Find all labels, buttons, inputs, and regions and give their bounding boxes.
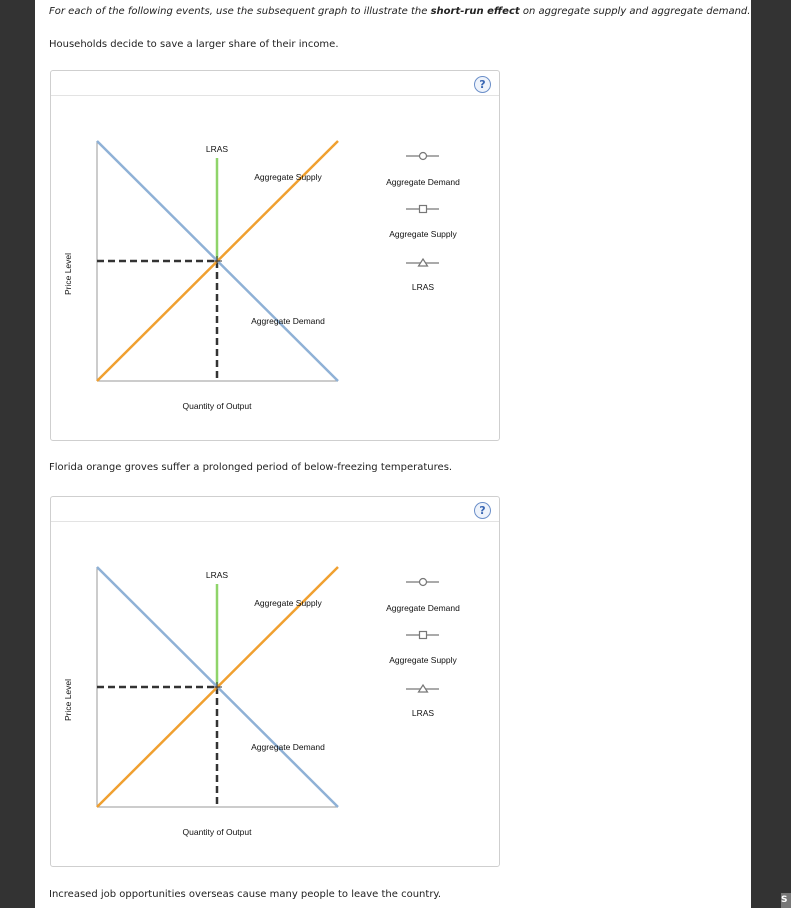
help-icon[interactable]: ? [474, 76, 491, 93]
palette-label-lras: LRAS [411, 708, 435, 718]
left-gutter [0, 0, 35, 908]
side-tab[interactable]: S [781, 893, 791, 908]
graph-panel-1 [50, 70, 500, 441]
palette-label-aggregate-demand: Aggregate Demand [386, 603, 460, 613]
graph-panel-2 [50, 496, 500, 867]
palette-aggregate-supply-tool[interactable] [406, 632, 439, 639]
palette-aggregate-supply-tool[interactable] [406, 206, 439, 213]
palette-lras-tool[interactable] [406, 685, 439, 692]
aggregate-supply-label: Aggregate Supply [254, 172, 322, 182]
palette-label-lras: LRAS [411, 282, 435, 292]
question-1: Households decide to save a larger share of their income. [49, 39, 339, 50]
aggregate-demand-label: Aggregate Demand [251, 742, 325, 752]
circle-marker-icon [420, 153, 427, 160]
palette-label-aggregate-demand: Aggregate Demand [386, 177, 460, 187]
y-axis-label: Price Level [63, 678, 73, 722]
help-icon[interactable]: ? [474, 502, 491, 519]
palette-label-aggregate-supply: Aggregate Supply [389, 655, 457, 665]
question-2: Florida orange groves suffer a prolonged period of below-freezing temperatures. [49, 462, 453, 473]
lras-label: LRAS [205, 144, 229, 154]
square-marker-icon [420, 206, 427, 213]
circle-marker-icon [420, 579, 427, 586]
aggregate-demand-label: Aggregate Demand [251, 316, 325, 326]
right-sidebar [751, 0, 791, 908]
question-3: Increased job opportunities overseas cause many people to leave the country. [49, 889, 442, 900]
palette-label-aggregate-supply: Aggregate Supply [389, 229, 457, 239]
instructions-emphasis: short-run effect [430, 6, 520, 17]
instructions: For each of the following events, use the subsequent graph to illustrate the short-run effect on aggregate supply and aggregate demand. [49, 6, 751, 17]
graph-canvas[interactable] [51, 71, 499, 440]
palette-aggregate-demand-tool[interactable] [406, 153, 439, 160]
palette-aggregate-demand-tool[interactable] [406, 579, 439, 586]
lras-label: LRAS [205, 570, 229, 580]
graph-canvas[interactable] [51, 497, 499, 866]
x-axis-label: Quantity of Output [182, 827, 252, 837]
y-axis-label: Price Level [63, 252, 73, 296]
aggregate-supply-label: Aggregate Supply [254, 598, 322, 608]
square-marker-icon [420, 632, 427, 639]
assignment-content [35, 0, 751, 908]
palette-lras-tool[interactable] [406, 259, 439, 266]
x-axis-label: Quantity of Output [182, 401, 252, 411]
